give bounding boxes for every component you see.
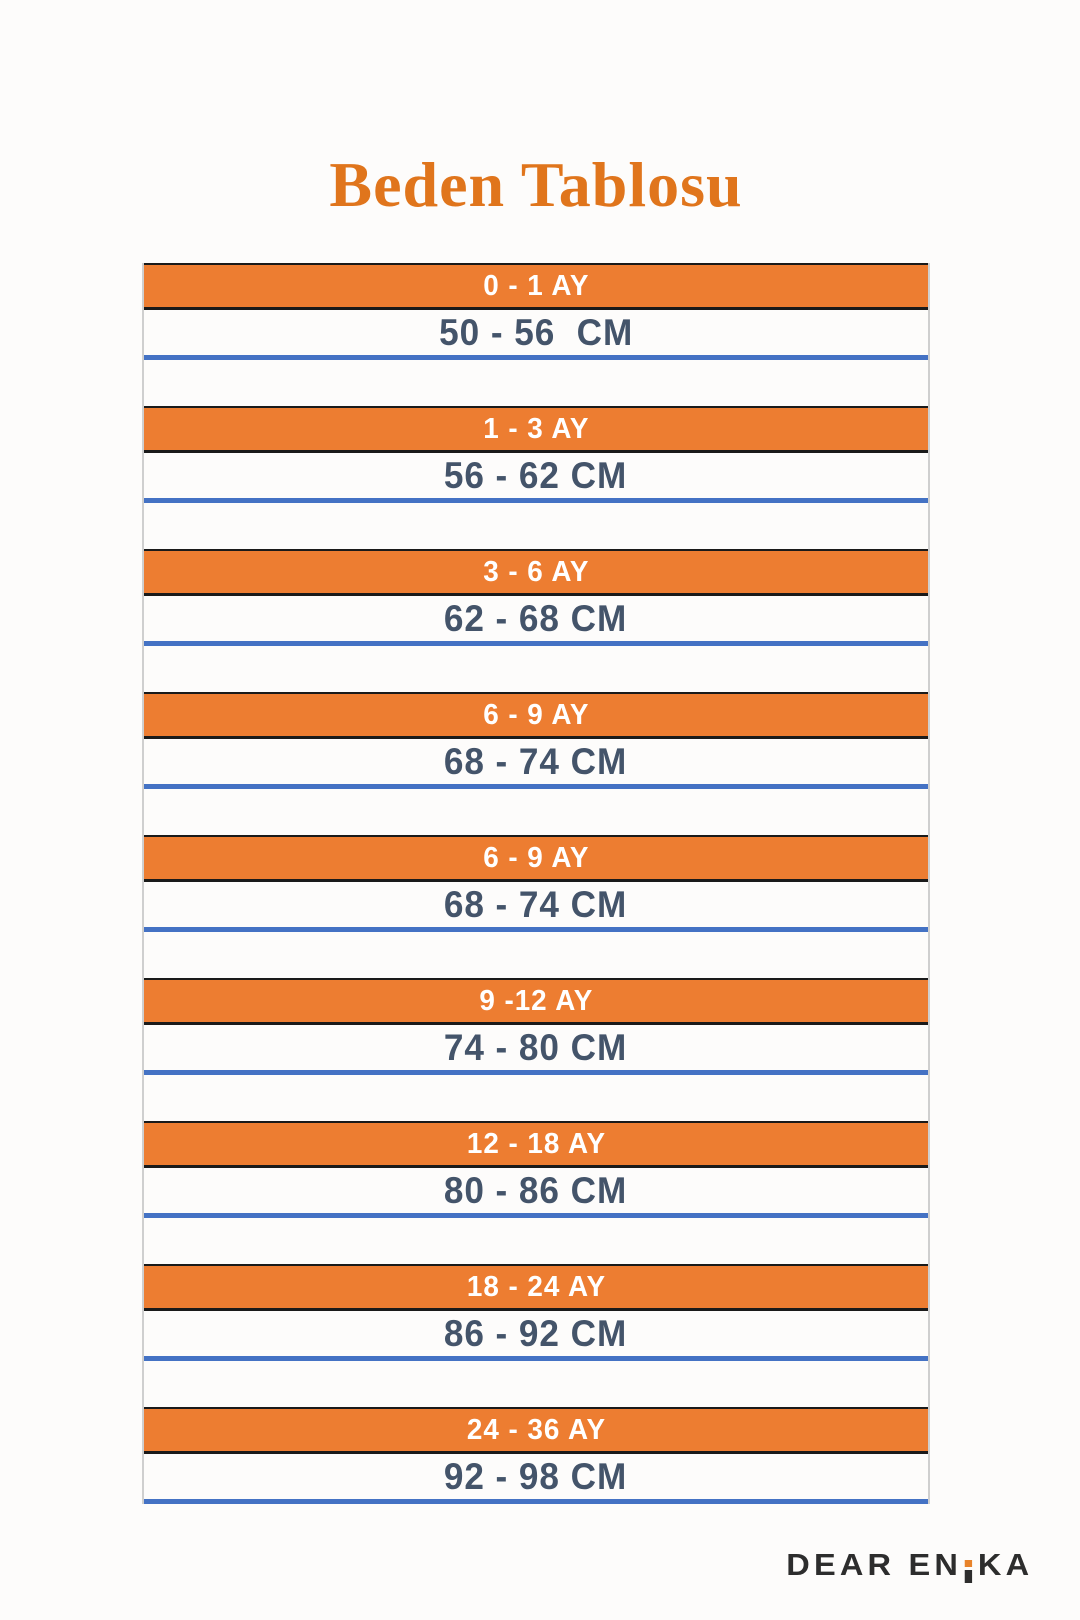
size-block [144, 1264, 928, 1407]
size-block [144, 692, 928, 835]
size-block [144, 406, 928, 549]
age-range-label: 0 - 1 AY [482, 269, 590, 302]
row-gap [144, 1075, 928, 1121]
size-table [142, 263, 930, 1504]
size-row [144, 739, 928, 784]
age-range-label: 1 - 3 AY [482, 412, 590, 445]
divider-line [144, 1499, 928, 1504]
row-gap [144, 646, 928, 692]
age-range-header [144, 1121, 928, 1168]
row-gap [144, 789, 928, 835]
age-range-label: 6 - 9 AY [482, 698, 590, 731]
age-range-header [144, 835, 928, 882]
size-value: 56 - 62 CM [444, 454, 628, 496]
age-range-label: 18 - 24 AY [466, 1270, 606, 1303]
brand-i-letter [963, 1560, 974, 1583]
brand-i-stem [964, 1570, 971, 1583]
age-range-label: 3 - 6 AY [482, 555, 590, 588]
row-gap [144, 360, 928, 406]
size-block [144, 549, 928, 692]
age-range-header [144, 692, 928, 739]
age-range-header [144, 406, 928, 453]
brand-logo [786, 1547, 1033, 1583]
age-range-label: 9 -12 AY [479, 984, 593, 1017]
age-range-label: 12 - 18 AY [466, 1127, 606, 1160]
row-gap [144, 1218, 928, 1264]
size-value: 68 - 74 CM [444, 740, 628, 782]
size-block [144, 1407, 928, 1504]
size-value: 74 - 80 CM [444, 1026, 628, 1068]
brand-prefix: DEAR EN [785, 1547, 962, 1582]
age-range-header [144, 549, 928, 596]
age-range-header [144, 263, 928, 310]
age-range-header [144, 1264, 928, 1311]
size-row [144, 596, 928, 641]
size-value: 62 - 68 CM [444, 597, 628, 639]
size-row [144, 453, 928, 498]
age-range-label: 6 - 9 AY [482, 841, 590, 874]
size-value: 92 - 98 CM [444, 1455, 628, 1497]
size-row [144, 1168, 928, 1213]
size-row [144, 882, 928, 927]
size-value: 80 - 86 CM [444, 1169, 628, 1211]
size-block [144, 263, 928, 406]
size-value: 68 - 74 CM [444, 883, 628, 925]
size-row [144, 310, 928, 355]
size-block [144, 835, 928, 978]
age-range-label: 24 - 36 AY [466, 1413, 606, 1446]
size-row [144, 1311, 928, 1356]
size-row [144, 1025, 928, 1070]
size-block [144, 978, 928, 1121]
brand-suffix: KA [977, 1547, 1033, 1582]
row-gap [144, 503, 928, 549]
row-gap [144, 932, 928, 978]
size-value: 86 - 92 CM [444, 1312, 628, 1354]
brand-i-dot-icon [964, 1560, 971, 1567]
size-block [144, 1121, 928, 1264]
age-range-header [144, 978, 928, 1025]
age-range-header [144, 1407, 928, 1454]
size-row [144, 1454, 928, 1499]
size-value: 50 - 56 CM [438, 311, 634, 353]
row-gap [144, 1361, 928, 1407]
page-title: Beden Tablosu [329, 149, 743, 220]
